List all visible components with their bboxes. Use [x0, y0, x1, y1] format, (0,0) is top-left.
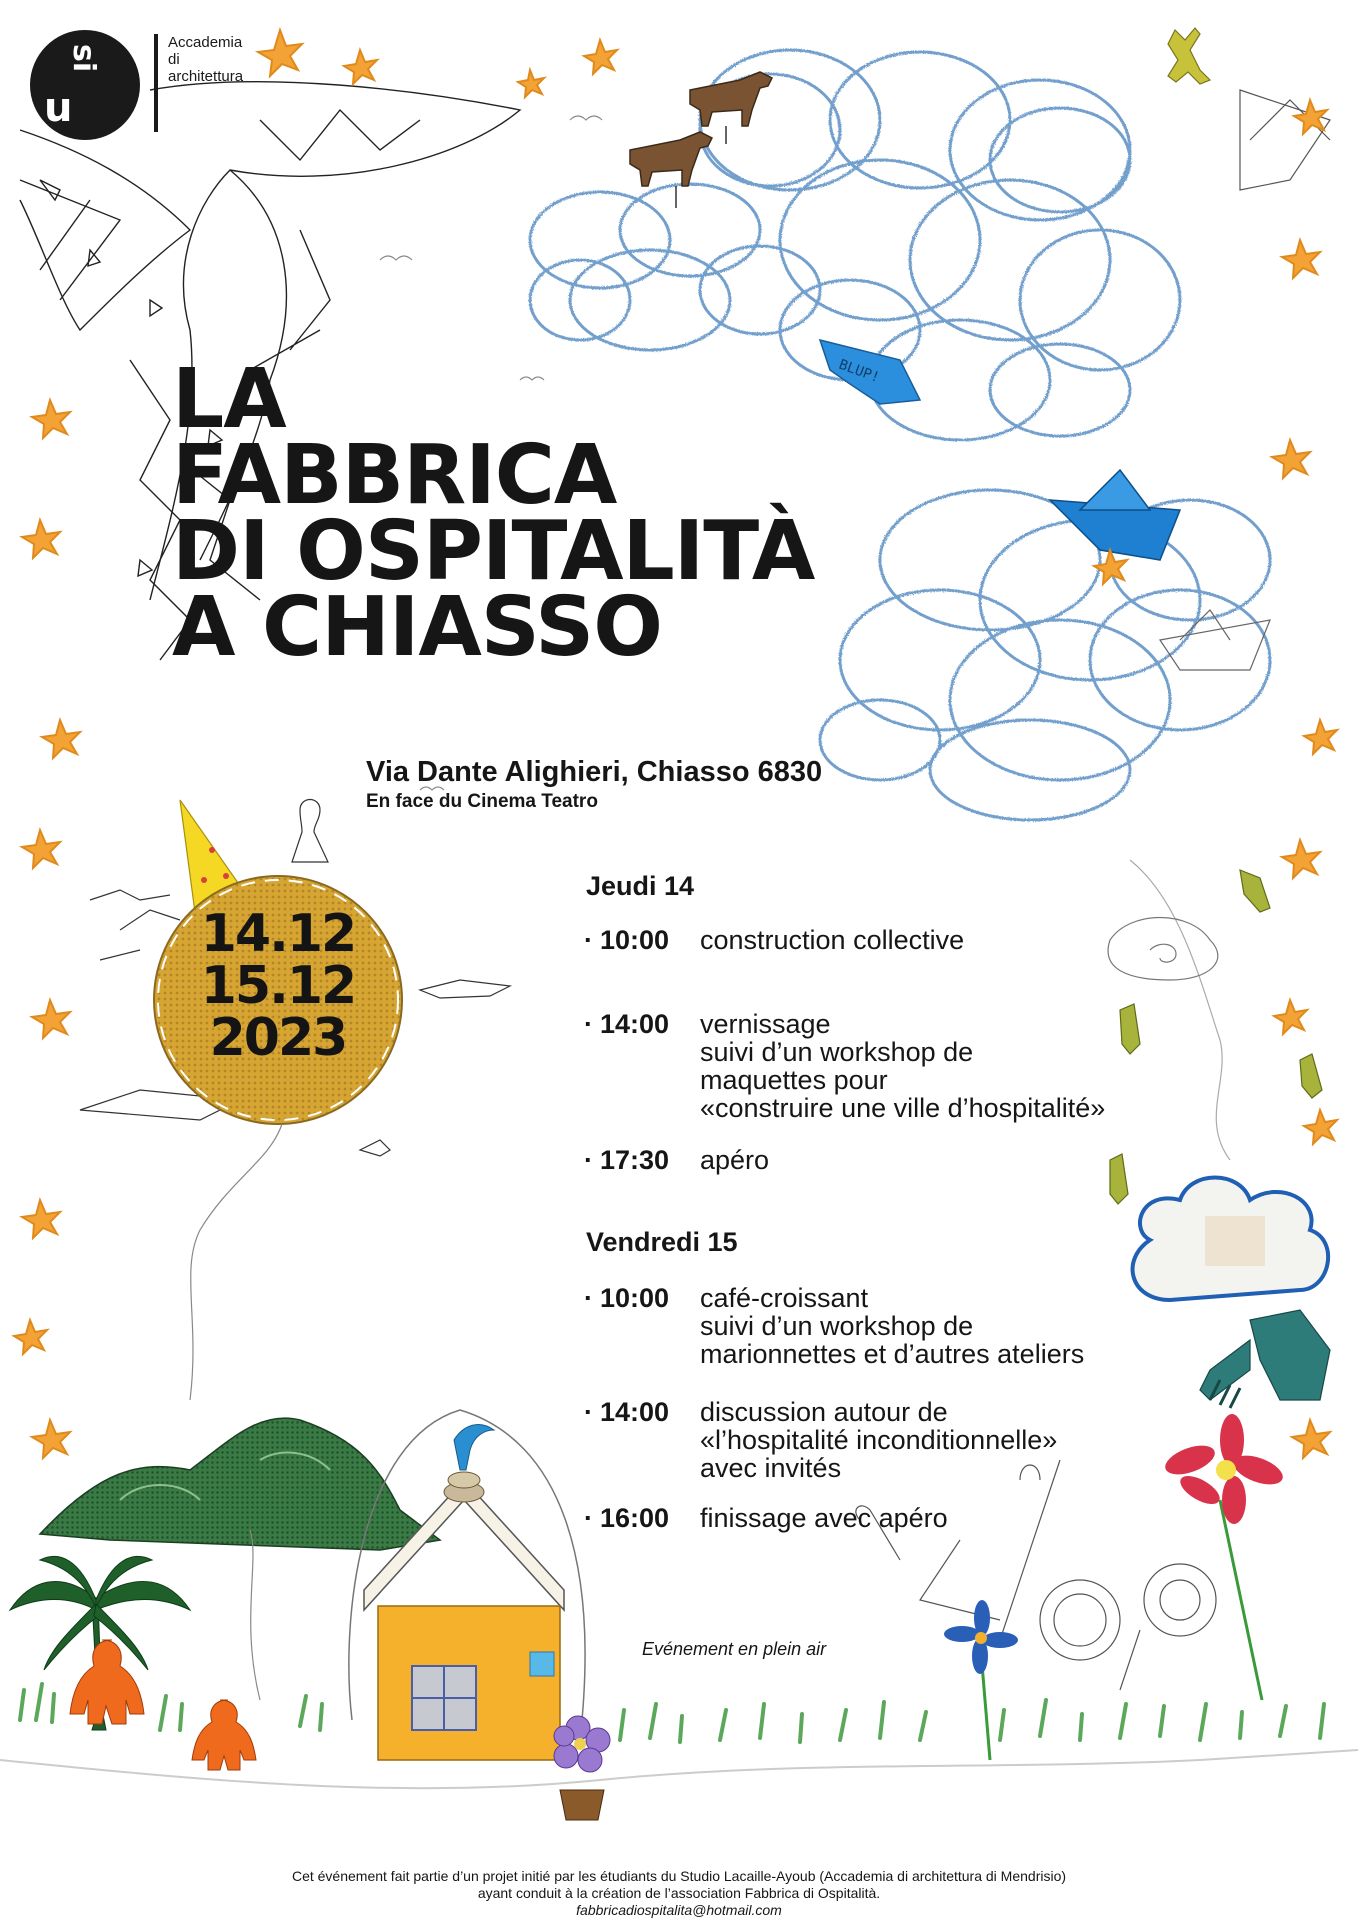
blup-fish-cutout — [820, 340, 920, 404]
cardboard-house — [364, 1425, 564, 1760]
footer-line-text: ayant conduit à la création de l’association Fabbrica di Ospitalità. — [477, 1885, 881, 1901]
poster-title — [172, 352, 815, 675]
event-time: 14:00 — [600, 1009, 670, 1039]
event-time: 10:00 — [600, 1283, 670, 1313]
footer-line: Cet événement fait partie d’un projet initié par les étudiants du Studio Lacaille-Ayoub (Accademia di architettura di Mendrisio) — [291, 1868, 1067, 1884]
balloon-string — [190, 1124, 282, 1400]
flower-pot-drawing — [554, 1716, 610, 1820]
event-bullet: · — [584, 1009, 593, 1039]
event-line: «l’hospitalité inconditionnelle» — [700, 1425, 1058, 1455]
logo-divider — [154, 34, 158, 132]
blue-flower-drawing — [944, 1600, 1018, 1760]
event-description — [700, 1504, 1260, 1532]
balloon-string — [250, 1530, 260, 1700]
logo-line: di — [168, 51, 180, 68]
event-bullet: · — [584, 925, 593, 955]
event-line: maquettes pour — [700, 1065, 888, 1095]
event-description — [700, 1284, 1260, 1368]
outdoor-event-note: Evénement en plein air — [642, 1639, 827, 1659]
date-line: 14.12 — [200, 904, 356, 964]
logo-letters-si: si — [66, 44, 101, 73]
event-description — [700, 926, 1260, 954]
event-line: vernissage — [700, 1009, 831, 1039]
event-bullet: · — [584, 1283, 593, 1313]
event-line: finissage avec apéro — [700, 1503, 948, 1533]
event-line: marionnettes et d’autres ateliers — [700, 1339, 1085, 1369]
event-dates — [158, 904, 398, 1068]
dancer-cutout — [1168, 28, 1210, 84]
title-line: DI OSPITALITÀ — [172, 504, 815, 599]
date-line: 15.12 — [200, 956, 356, 1016]
day-heading: Vendredi 15 — [586, 1227, 738, 1257]
event-description — [700, 1010, 1260, 1122]
event-line: apéro — [700, 1145, 770, 1175]
event-line: «construire une ville d’hospitalité» — [700, 1093, 1106, 1123]
white-cloud-cutout — [1133, 1178, 1329, 1301]
event-line: construction collective — [700, 925, 965, 955]
event-line: discussion autour de — [700, 1397, 948, 1427]
logo-letter-u: u — [44, 85, 73, 131]
contact-email[interactable]: fabbricadiospitalita@hotmail.com — [576, 1902, 782, 1918]
event-time: 16:00 — [600, 1503, 670, 1533]
event-time: 17:30 — [600, 1145, 670, 1175]
footer-line — [0, 1885, 1358, 1919]
event-bullet: · — [584, 1145, 593, 1175]
paper-boats — [1050, 90, 1330, 670]
footer-credits — [0, 1868, 1358, 1919]
event-line: café-croissant — [700, 1283, 869, 1313]
logo-line: architettura — [168, 68, 244, 85]
logo-line: Accademia — [168, 34, 243, 51]
event-description — [700, 1398, 1260, 1482]
event-bullet: · — [584, 1503, 593, 1533]
event-time: 14:00 — [600, 1397, 670, 1427]
horse-cutouts — [630, 72, 772, 208]
event-line: suivi d’un workshop de — [700, 1037, 974, 1067]
event-address: Via Dante Alighieri, Chiasso 6830 — [366, 756, 823, 788]
event-line: avec invités — [700, 1453, 842, 1483]
title-line: LA — [172, 352, 286, 447]
event-time: 10:00 — [600, 925, 670, 955]
event-landmark: En face du Cinema Teatro — [366, 791, 598, 812]
line-flowers — [856, 1460, 1216, 1690]
event-description — [700, 1146, 1260, 1174]
title-line: A CHIASSO — [172, 580, 662, 675]
svg-text:BLUP!: BLUP! — [836, 356, 882, 387]
green-hill-cutout — [40, 1418, 440, 1550]
event-bullet: · — [584, 1397, 593, 1427]
event-line: suivi d’un workshop de — [700, 1311, 974, 1341]
title-line: FABBRICA — [172, 428, 617, 523]
date-line: 2023 — [209, 1008, 347, 1068]
logo-institution-name — [168, 34, 308, 85]
day-heading: Jeudi 14 — [586, 871, 695, 901]
